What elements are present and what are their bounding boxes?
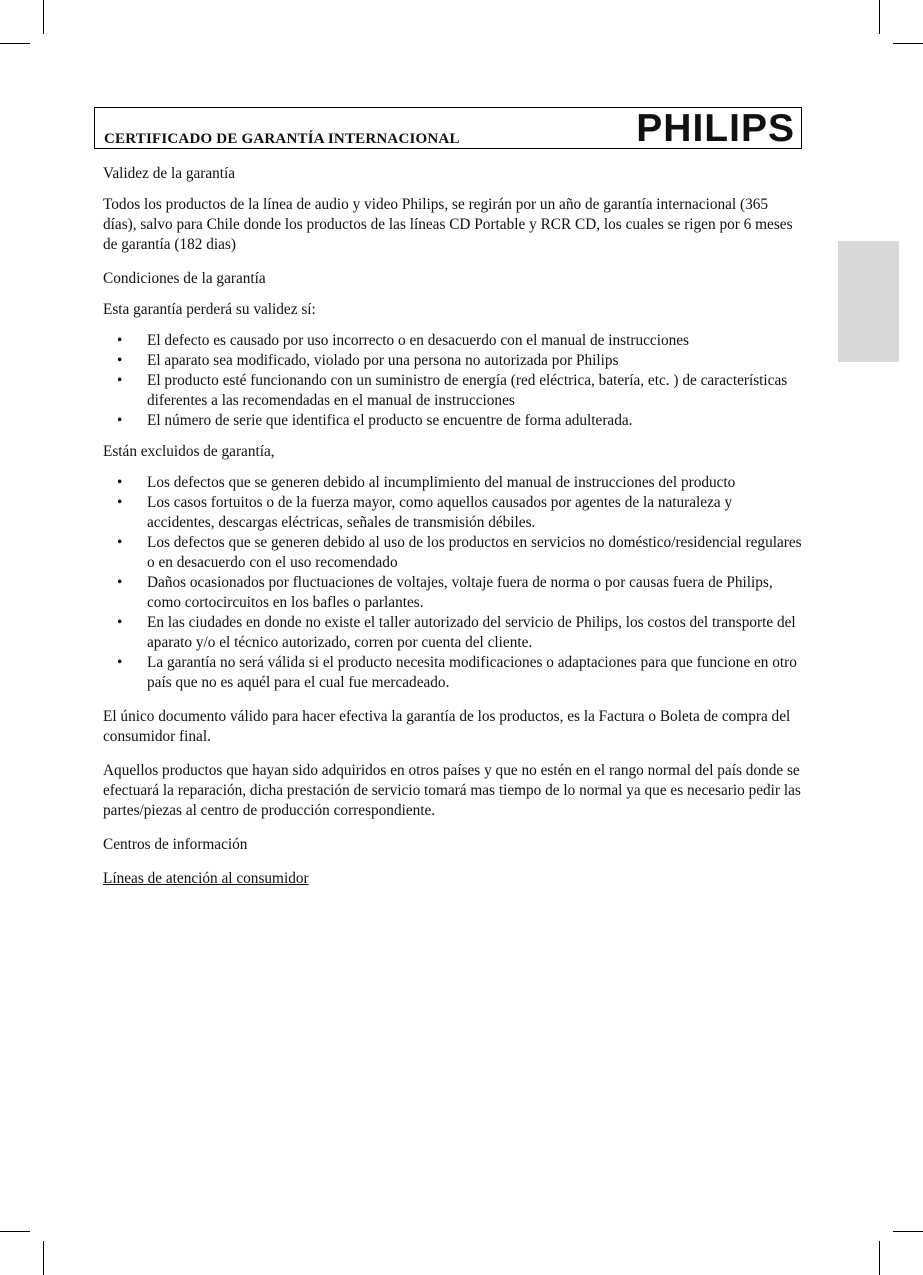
list-item: • Daños ocasionados por fluctuaciones de voltajes, voltaje fuera de norma o por causas fuera de Philips, como cortocircuitos en los bafles o parlantes. bbox=[103, 573, 803, 613]
crop-mark bbox=[879, 0, 880, 34]
certificate-header bbox=[94, 107, 802, 149]
foreign-products-paragraph: Aquellos productos que hayan sido adquiridos en otros países y que no estén en el rango normal del país donde se efectuará la reparación, dicha prestación de servicio tomará mas tiempo de lo normal ya que es necesario pedir las partes/piezas al centro de producción correspondiente. bbox=[103, 762, 801, 819]
philips-logo: PHILIPS bbox=[636, 107, 795, 150]
exclusions-list bbox=[103, 473, 803, 693]
info-heading: Centros de información bbox=[103, 836, 248, 853]
list-item: • Los defectos que se generen debido al uso de los productos en servicios no doméstico/residencial regulares o en desacuerdo con el uso recomendado bbox=[103, 533, 803, 573]
list-item: • Los casos fortuitos o de la fuerza mayor, como aquellos causados por agentes de la naturaleza y accidentes, descargas eléctricas, señales de transmisión débiles. bbox=[103, 493, 803, 533]
list-item: • La garantía no será válida si el producto necesita modificaciones o adaptaciones para que funcione en otro país que no es aquél para el cual fue mercadeado. bbox=[103, 653, 803, 693]
crop-mark bbox=[0, 1231, 30, 1232]
conditions-list bbox=[103, 331, 803, 431]
crop-mark bbox=[43, 1241, 44, 1275]
crop-mark bbox=[893, 1231, 923, 1232]
document-validity-paragraph: El único documento válido para hacer efectiva la garantía de los productos, es la Factura o Boleta de compra del consumidor final. bbox=[103, 708, 791, 745]
list-item: • El producto esté funcionando con un suministro de energía (red eléctrica, batería, etc. ) de características diferentes a las recomendadas en el manual de instrucciones bbox=[103, 371, 803, 411]
page-title: CERTIFICADO DE GARANTÍA INTERNACIONAL bbox=[104, 131, 460, 147]
list-item: • Los defectos que se generen debido al incumplimiento del manual de instrucciones del producto bbox=[103, 473, 803, 493]
side-tab-marker bbox=[838, 241, 899, 362]
list-item: • El defecto es causado por uso incorrecto o en desacuerdo con el manual de instrucciones bbox=[103, 331, 803, 351]
crop-mark bbox=[893, 43, 923, 44]
crop-mark bbox=[879, 1241, 880, 1275]
list-item: • El número de serie que identifica el producto se encuentre de forma adulterada. bbox=[103, 411, 803, 431]
exclusions-intro: Están excluidos de garantía, bbox=[103, 443, 275, 460]
conditions-intro: Esta garantía perderá su validez sí: bbox=[103, 301, 316, 318]
conditions-heading: Condiciones de la garantía bbox=[103, 270, 266, 287]
crop-mark bbox=[43, 0, 44, 34]
consumer-lines-heading: Líneas de atención al consumidor bbox=[103, 870, 309, 887]
document-body bbox=[103, 164, 803, 889]
list-item: • En las ciudades en donde no existe el taller autorizado del servicio de Philips, los costos del transporte del aparato y/o el técnico autorizado, corren por cuenta del cliente. bbox=[103, 613, 803, 653]
list-item: • El aparato sea modificado, violado por una persona no autorizada por Philips bbox=[103, 351, 803, 371]
validity-paragraph: Todos los productos de la línea de audio y video Philips, se regirán por un año de garantía internacional (365 días), salvo para Chile donde los productos de las líneas CD Portable y RCR CD, los cuales se rigen por 6 meses de garantía (182 dias) bbox=[103, 196, 793, 253]
validity-heading: Validez de la garantía bbox=[103, 165, 236, 182]
crop-mark bbox=[0, 43, 30, 44]
